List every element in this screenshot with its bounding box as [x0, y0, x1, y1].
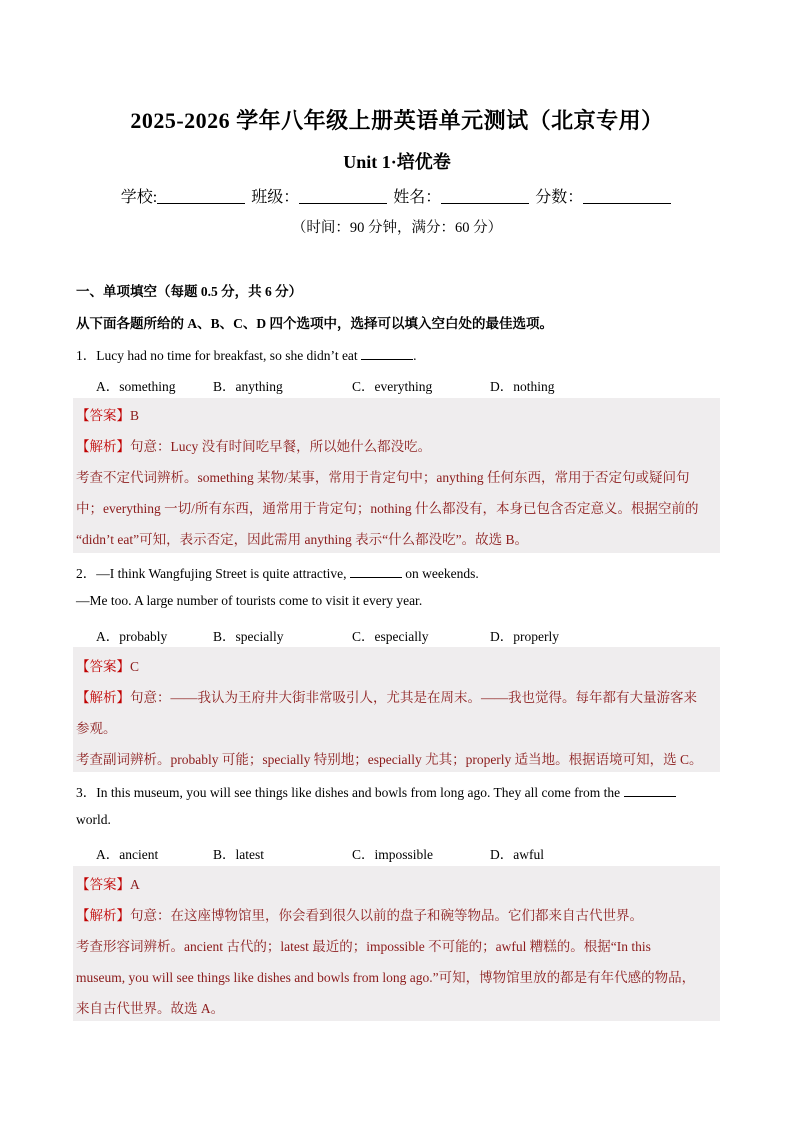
time-info: （时间：90 分钟，满分：60 分） [291, 220, 503, 236]
school-label: 学校: [120, 189, 158, 206]
question-1-stem: 1．Lucy had no time for breakfast, so she didn’t eat . [76, 348, 417, 363]
question-3-stem: 3．In this museum, you will see things like dishes and bowls from long ago. They all come from the [76, 781, 676, 801]
answer-line: 【答案】A [76, 877, 140, 892]
option-a[interactable]: A．ancient [96, 847, 159, 862]
question-1-answer-box [73, 398, 720, 553]
question-3-answer-box [73, 866, 720, 1021]
analysis-line: museum, you will see things like dishes and bowls from long ago.”可知，博物馆里放的都是有年代感的物品， [76, 970, 696, 985]
option-c[interactable]: C．impossible [352, 847, 434, 862]
analysis-line: 【解析】句意：——我认为王府井大街非常吸引人，尤其是在周末。——我也觉得。每年都有大量游客来 [76, 690, 697, 705]
school-field[interactable] [157, 187, 245, 204]
answer-line: 【答案】B [76, 408, 140, 423]
answer-blank [624, 784, 676, 797]
question-3-stem-line2: world. [76, 812, 111, 827]
option-d[interactable]: D．nothing [490, 379, 555, 394]
class-label: 班级： [251, 189, 300, 206]
option-b[interactable]: B．latest [213, 847, 264, 862]
name-field[interactable] [441, 187, 529, 204]
analysis-line: 参观。 [76, 721, 117, 736]
analysis-line: 【解析】句意：Lucy 没有时间吃早餐，所以她什么都没吃。 [76, 439, 432, 454]
score-label: 分数： [535, 189, 584, 206]
analysis-line: 中；everything 一切/所有东西，通常用于肯定句；nothing 什么都没有，本身已包含否定意义。根据空前的 [76, 501, 699, 516]
option-c[interactable]: C．especially [352, 629, 429, 644]
option-a[interactable]: A．probably [96, 629, 168, 644]
analysis-line: “didn’t eat”可知，表示否定，因此需用 anything 表示“什么都没吃”。故选 B。 [76, 532, 528, 547]
option-c[interactable]: C．everything [352, 379, 433, 394]
answer-line: 【答案】C [76, 659, 140, 674]
question-2-stem: 2．—I think Wangfujing Street is quite attractive, on weekends. [76, 566, 479, 581]
analysis-line: 考查副词辨析。probably 可能；specially 特别地；especially 尤其；properly 适当地。根据语境可知，选 C。 [76, 752, 703, 767]
answer-blank [350, 565, 402, 578]
page-title: 2025-2026 学年八年级上册英语单元测试（北京专用） [130, 108, 664, 133]
option-d[interactable]: D．properly [490, 629, 559, 644]
option-b[interactable]: B．anything [213, 379, 283, 394]
option-a[interactable]: A．something [96, 379, 176, 394]
name-label: 姓名： [393, 189, 442, 206]
option-d[interactable]: D．awful [490, 847, 544, 862]
student-info-line [0, 184, 794, 207]
answer-blank [361, 347, 413, 360]
analysis-line: 考查形容词辨析。ancient 古代的；latest 最近的；impossible 不可能的；awful 糟糕的。根据“In this [76, 939, 651, 954]
option-b[interactable]: B．specially [213, 629, 284, 644]
question-2-stem-line2: —Me too. A large number of tourists come to visit it every year. [76, 593, 423, 608]
score-field[interactable] [583, 187, 671, 204]
section-title: 一、单项填空（每题 0.5 分，共 6 分） [76, 284, 303, 299]
page-subtitle: Unit 1·培优卷 [343, 152, 451, 172]
class-field[interactable] [299, 187, 387, 204]
section-instruction: 从下面各题所给的 A、B、C、D 四个选项中，选择可以填入空白处的最佳选项。 [76, 316, 554, 331]
analysis-line: 【解析】句意：在这座博物馆里，你会看到很久以前的盘子和碗等物品。它们都来自古代世界。 [76, 908, 643, 923]
question-2-answer-box [73, 647, 720, 772]
analysis-line: 考查不定代词辨析。something 某物/某事，常用于肯定句中；anything 任何东西，常用于否定句或疑问句 [76, 470, 690, 485]
analysis-line: 来自古代世界。故选 A。 [76, 1001, 225, 1016]
